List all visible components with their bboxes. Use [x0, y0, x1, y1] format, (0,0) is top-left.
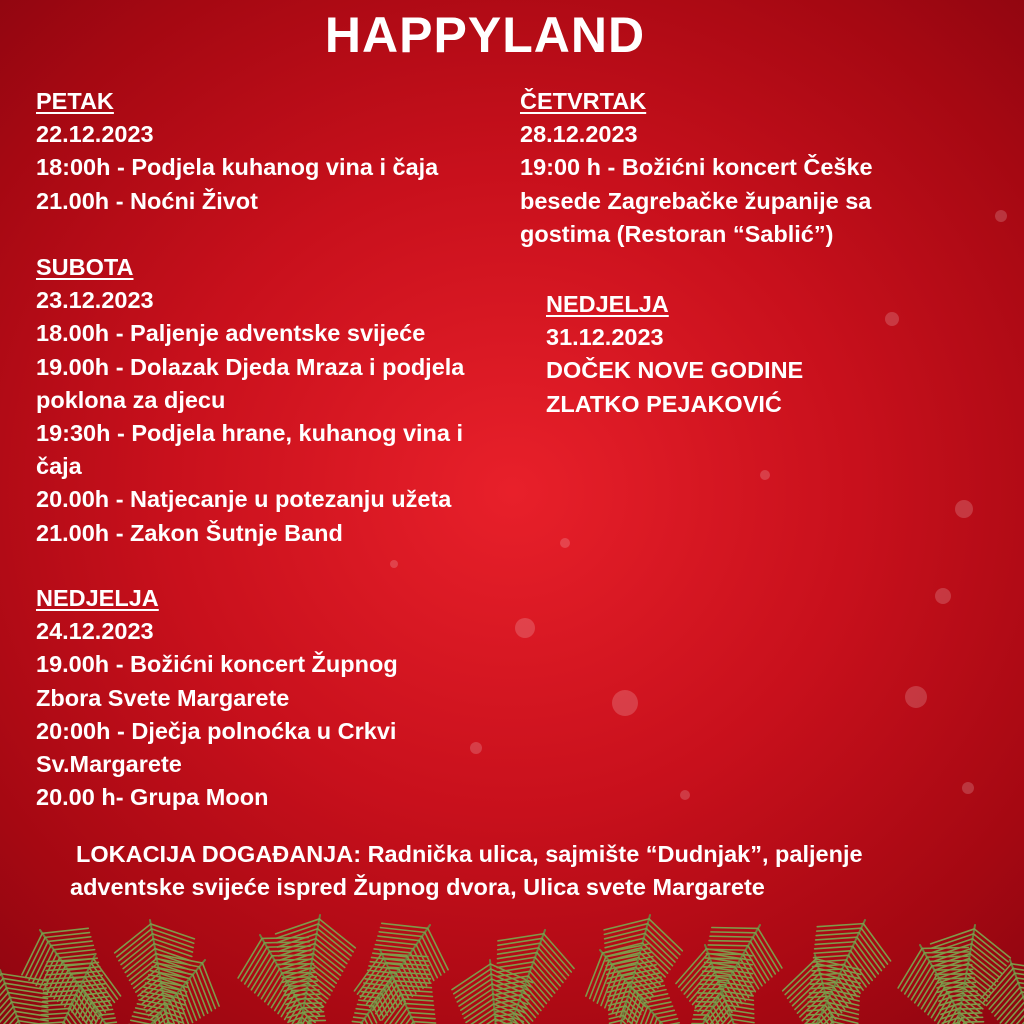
snow-dot	[905, 686, 927, 708]
day-heading: SUBOTA	[36, 254, 134, 280]
snow-dot	[885, 312, 899, 326]
event-line: 21.00h - Noćni Život	[36, 187, 258, 214]
fir-branch	[7, 907, 144, 1024]
event-line: besede Zagrebačke županije sa	[520, 187, 872, 214]
event-line: ZLATKO PEJAKOVIĆ	[546, 390, 782, 417]
schedule-cetvrtak	[520, 85, 873, 251]
location-line: LOKACIJA DOGAĐANJA: Radnička ulica, sajmište “Dudnjak”, paljenje	[76, 841, 863, 867]
schedule-subota	[36, 251, 464, 550]
event-date: 24.12.2023	[36, 618, 154, 645]
event-line: 19:30h - Podjela hrane, kuhanog vina i	[36, 420, 464, 447]
schedule-petak	[36, 85, 438, 218]
event-line: poklona za djecu	[36, 386, 226, 413]
schedule-nedjelja-24	[36, 582, 398, 814]
event-line: 19.00h - Božićni koncert Župnog	[36, 651, 398, 678]
snow-dot	[390, 560, 398, 568]
fir-branch	[663, 905, 795, 1024]
event-line: 18:00h - Podjela kuhanog vina i čaja	[36, 154, 439, 181]
fir-branch	[6, 938, 132, 1024]
event-line: 19:00 h - Božićni koncert Češke	[520, 154, 873, 181]
snow-dot	[470, 742, 482, 754]
event-line: Sv.Margarete	[36, 751, 182, 778]
snow-dot	[680, 790, 690, 800]
snow-dot	[515, 618, 535, 638]
day-heading: ČETVRTAK	[520, 88, 647, 114]
event-date: 31.12.2023	[546, 324, 664, 351]
event-line: gostima (Restoran “Sablić”)	[520, 220, 834, 247]
event-line: 21.00h - Zakon Šutnje Band	[36, 519, 343, 546]
fir-branch	[343, 933, 469, 1024]
day-heading: NEDJELJA	[546, 291, 669, 317]
event-location	[70, 838, 990, 904]
event-line: 18.00h - Paljenje adventske svijeće	[36, 320, 426, 347]
snow-dot	[612, 690, 638, 716]
snow-dot	[560, 538, 570, 548]
event-line: 20:00h - Dječja polnoćka u Crkvi	[36, 717, 397, 744]
snow-dot	[955, 500, 973, 518]
event-date: 28.12.2023	[520, 121, 638, 148]
snow-dot	[962, 782, 974, 794]
snow-dot	[935, 588, 951, 604]
event-line: 19.00h - Dolazak Djeda Mraza i podjela	[36, 353, 465, 380]
event-date: 23.12.2023	[36, 287, 154, 314]
event-line: DOČEK NOVE GODINE	[546, 357, 804, 384]
fir-branch	[259, 908, 360, 1024]
day-heading: NEDJELJA	[36, 585, 159, 611]
schedule-nedjelja-31	[546, 288, 803, 421]
location-line: adventske svijeće ispred Župnog dvora, Ulica svete Margarete	[70, 874, 765, 900]
event-line: 20.00 h- Grupa Moon	[36, 784, 269, 811]
snow-dot	[995, 210, 1007, 222]
event-date: 22.12.2023	[36, 121, 154, 148]
event-line: 20.00h - Natjecanje u potezanju užeta	[36, 486, 452, 513]
snow-dot	[760, 470, 770, 480]
page-title: HAPPYLAND	[324, 7, 646, 63]
event-line: Zbora Svete Margarete	[36, 684, 290, 711]
fir-branches-decoration	[0, 900, 1024, 1024]
day-heading: PETAK	[36, 88, 114, 114]
event-line: čaja	[36, 453, 82, 480]
